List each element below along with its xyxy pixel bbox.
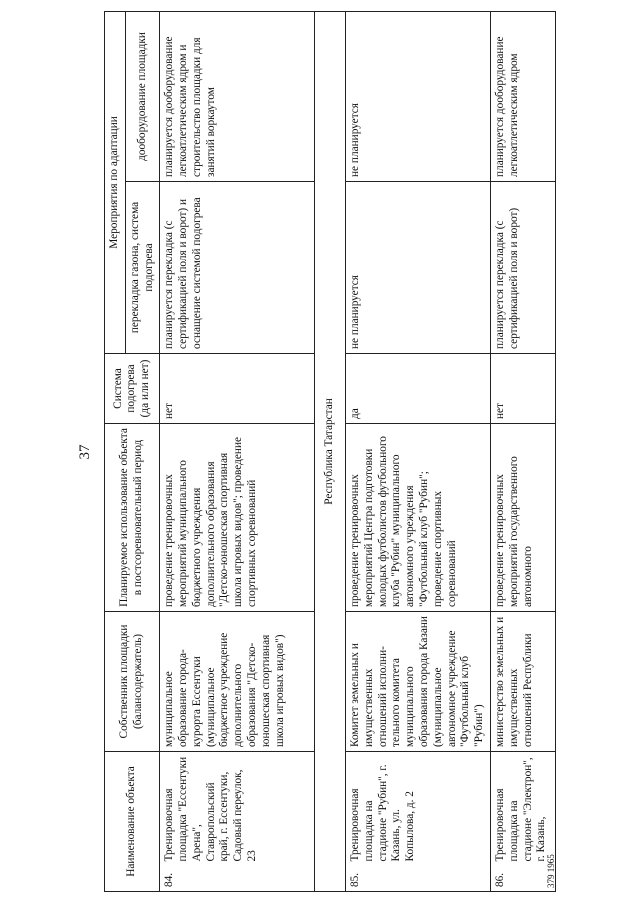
header-heating: Система подогрева (да или нет) <box>105 353 160 423</box>
table-row <box>346 11 491 891</box>
reequip-cell: планируется дооборудование легкоатлетическим ядром и строительство площадки для занятий воркаутом <box>160 11 315 181</box>
region-row <box>315 11 346 891</box>
header-planned-use: Планируемое использование объекта в постсоревновательный период <box>105 423 160 611</box>
owner-cell: министерство земельных и имущественных отношений Республики <box>490 611 555 751</box>
turf-cell: планируется перекладка (с сертификацией поля и ворот) <box>490 181 555 353</box>
page-number: 37 <box>77 444 93 460</box>
header-name: Наименование объекта <box>105 751 160 891</box>
planned-use-cell: проведение тренировочных мероприятий Центра подготовки молодых футболистов футбольного клуба "Рубин" муниципального автономного учреждения "Футбольный клуб "Рубин"; проведение спортивных соревнований <box>346 423 491 611</box>
row-number: 85. <box>346 864 491 892</box>
turf-cell: планируется перекладка (с сертификацией поля и ворот) и оснащение системой подогрева <box>160 181 315 353</box>
region-heading: Республика Татарстан <box>315 11 346 891</box>
rotated-content <box>70 12 570 892</box>
heating-cell: нет <box>490 353 555 423</box>
reequip-cell: не планируется <box>346 11 491 181</box>
planned-use-cell: проведение тренировочных мероприятий государственного автономного <box>490 423 555 611</box>
object-name: Тренировочная площадка на стадионе "Электрон", г. Казань, <box>490 751 555 863</box>
row-number: 86. <box>490 864 555 892</box>
table-row <box>160 11 315 891</box>
object-name: Тренировочная площадка на стадионе "Рубин", г. Казань, ул. Копылова, д. 2 <box>346 751 491 863</box>
header-reequip: дооборудование площадки <box>125 11 160 181</box>
heating-cell: нет <box>160 353 315 423</box>
adaptation-table <box>104 11 556 892</box>
object-name: Тренировочная площадка "Ессентуки Арена", Ставропольский край, г. Ессентуки, Садовый переулок, 23 <box>160 751 315 863</box>
heating-cell: да <box>346 353 491 423</box>
header-adaptation: Мероприятия по адаптации <box>105 11 126 353</box>
planned-use-cell: проведение тренировочных мероприятий муниципального бюджетного учреждения дополнительного образования "Детско-юношеская спортивная школа игровых видов"; проведение спортивных соревнований <box>160 423 315 611</box>
table-row <box>490 11 555 891</box>
document-id: 379 1965 <box>546 854 556 888</box>
row-number: 84. <box>160 864 315 892</box>
owner-cell: Комитет земельных и имущественных отношений исполни-тельного комитета муниципального образования города Казани (муниципальное автономное учреждение "Футбольный клуб "Рубин") <box>346 611 491 751</box>
turf-cell: не планируется <box>346 181 491 353</box>
reequip-cell: планируется дооборудование легкоатлетическим ядром <box>490 11 555 181</box>
header-turf: перекладка газона, система подогрева <box>125 181 160 353</box>
header-owner: Собственник площадки (балансодержатель) <box>105 611 160 751</box>
owner-cell: муниципальное образование города-курорта Ессентуки (муниципальное бюджетное учреждение дополнительного образования "Детско-юношеская спортивная школа игровых видов") <box>160 611 315 751</box>
